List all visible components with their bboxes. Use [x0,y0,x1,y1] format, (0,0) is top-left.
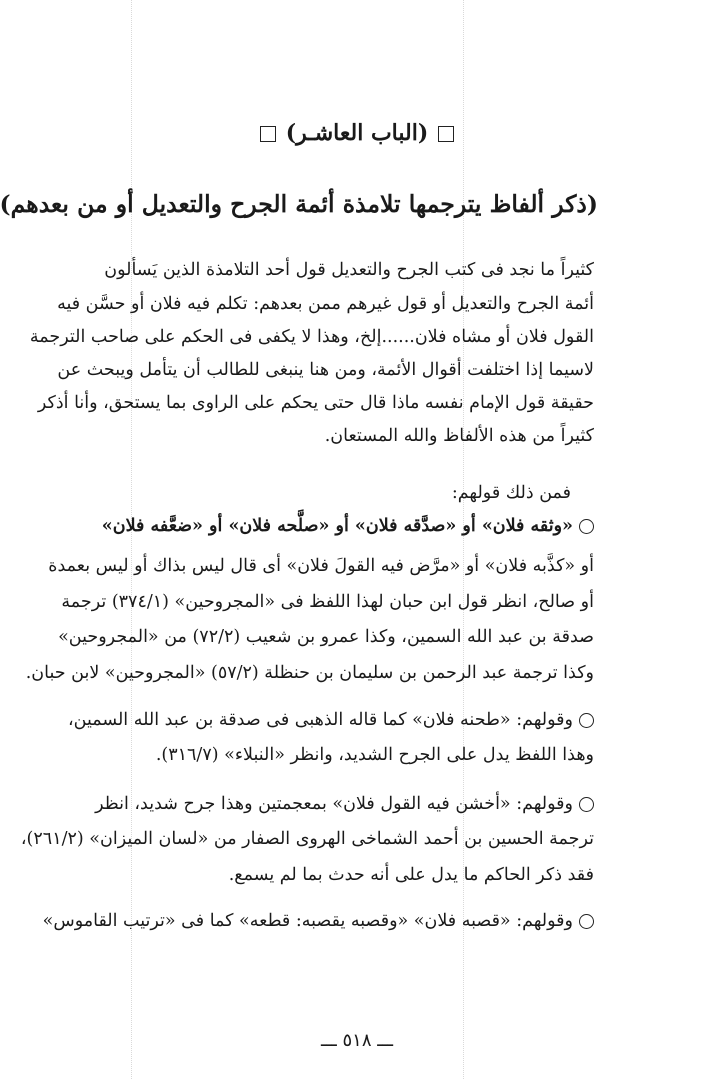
chapter-title: (الباب العاشـر) [285,120,429,146]
list-item-line: فقد ذكر الحاكم ما يدل على أنه حدث بما لم يسمع. [228,865,594,885]
paragraph-line: كثيراً ما نجد فى كتب الجرح والتعديل قول أحد التلامذة الذين يَسألون [104,260,594,280]
chapter-subtitle: (ذكر ألفاظ يترجمها تلامذة أئمة الجرح والتعديل أو من بعدهم) [0,190,598,218]
paragraph-line: لاسيما إذا اختلفت أقوال الأئمة، ومن هنا ينبغى للطالب أن يتأمل ويبحث عن [57,360,594,380]
list-item-line [42,908,594,934]
list-item-line [67,707,594,733]
item-text: وقولهم: «طحنه فلان» كما قاله الذهبى فى صدقة بن عبد الله السمين، [67,710,573,730]
item-text: وقولهم: «أخشن فيه القول فلان» بمعجمتين وهذا جرح شديد، انظر [95,794,573,814]
item-text: وقولهم: «قصبه فلان» «وقصبه يقصبه: قطعه» كما فى «ترتيب القاموس» [42,911,573,931]
list-item-line: صدقة بن عبد الله السمين، وكذا عمرو بن شعيب (٧٢/٢) من «المجروحين» [58,627,594,647]
circle-bullet-icon [579,713,594,728]
item-text: «وثقه فلان» أو «صدَّقه فلان» أو «صلَّحه فلان» أو «ضعَّفه فلان» [101,516,573,536]
circle-bullet-icon [579,914,594,929]
list-item-line: ترجمة الحسين بن أحمد الشماخى الهروى الصفار من «لسان الميزان» (٢٦١/٢)، [20,829,594,849]
paragraph-line: حقيقة قول الإمام نفسه ماذا قال حتى يحكم على الراوى بما يستحق، وأنا أذكر [37,393,594,413]
paragraph-line: القول فلان أو مشاه فلان......إلخ، وهذا لا يكفى فى الحكم على صاحب الترجمة [29,327,594,347]
paragraph-line: أئمة الجرح والتعديل أو قول غيرهم ممن بعدهم: تكلم فيه فلان أو حسَّن فيه [57,294,594,314]
circle-bullet-icon [579,797,594,812]
square-ornament-icon [260,126,276,142]
list-item-line: وهذا اللفظ يدل على الجرح الشديد، وانظر «النبلاء» (٣١٦/٧). [155,745,594,765]
lead-line: فمن ذلك قولهم: [451,483,571,503]
paragraph-line: كثيراً من هذه الألفاظ والله المستعان. [324,426,594,446]
square-ornament-icon [438,126,454,142]
list-item-line: أو «كذَّبه فلان» أو «مرَّض فيه القولَ فلان» أى قال ليس بذاك أو ليس بعمدة [48,556,594,576]
list-item-line [101,513,594,539]
circle-bullet-icon [579,519,594,534]
chapter-heading [0,116,714,150]
list-item-line: أو صالح، انظر قول ابن حبان لهذا اللفظ فى «المجروحين» (٣٧٤/١) ترجمة [61,592,594,612]
page-number: ـــ ٥١٨ ـــ [320,1030,394,1051]
list-item-line [95,791,594,817]
list-item-line: وكذا ترجمة عبد الرحمن بن سليمان بن حنظلة (٥٧/٢) «المجروحين» لابن حبان. [25,663,594,683]
